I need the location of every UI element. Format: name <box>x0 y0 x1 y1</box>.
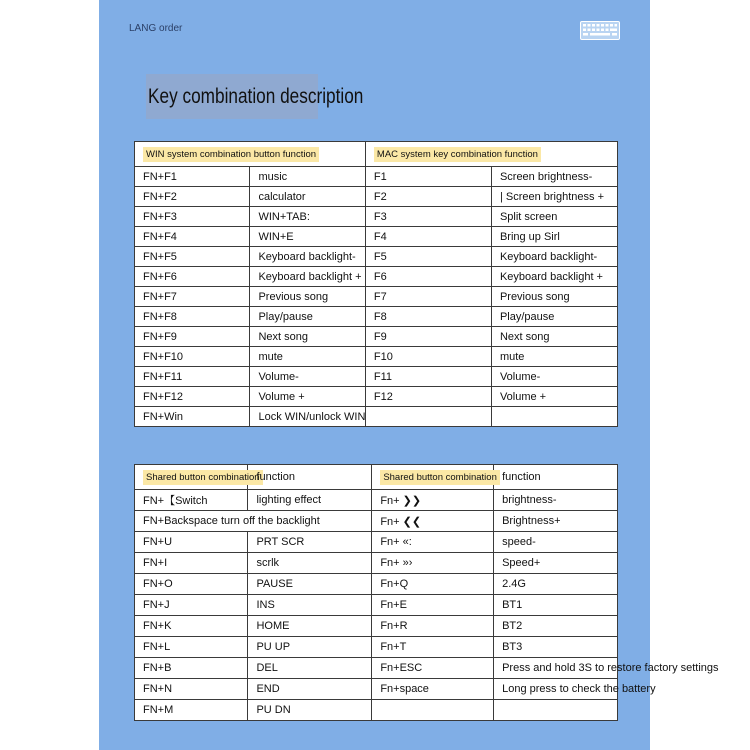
title-banner <box>146 74 364 119</box>
left-key: FN+O <box>135 574 248 595</box>
mac-function: Keyboard backlight- <box>491 247 617 267</box>
table-row <box>135 327 618 347</box>
win-key: FN+F11 <box>135 367 250 387</box>
left-key: FN+U <box>135 532 248 553</box>
table-row <box>135 247 618 267</box>
left-function: DEL <box>248 658 372 679</box>
win-key: FN+Win <box>135 407 250 427</box>
mac-function: Volume + <box>491 387 617 407</box>
win-function: music <box>250 167 365 187</box>
right-key: Fn+E <box>372 595 494 616</box>
mac-function: Split screen <box>491 207 617 227</box>
table-row <box>135 658 618 679</box>
table-row <box>135 227 618 247</box>
right-function: BT2 <box>494 616 618 637</box>
mac-function: Next song <box>491 327 617 347</box>
table-row <box>135 553 618 574</box>
win-function: Volume + <box>250 387 365 407</box>
table-row <box>135 616 618 637</box>
right-function: 2.4G <box>494 574 618 595</box>
right-function: Speed+ <box>494 553 618 574</box>
win-function: Keyboard backlight- <box>250 247 365 267</box>
table-row <box>135 167 618 187</box>
mac-header-cell <box>365 142 617 167</box>
mac-key: F6 <box>365 267 491 287</box>
mac-key: F3 <box>365 207 491 227</box>
left-key: FN+I <box>135 553 248 574</box>
win-key: FN+F8 <box>135 307 250 327</box>
right-function: Long press to check the battery <box>494 679 618 700</box>
win-key: FN+F10 <box>135 347 250 367</box>
right-key: Fn+ »› <box>372 553 494 574</box>
function-header-left: function <box>248 465 372 490</box>
left-key: FN+L <box>135 637 248 658</box>
mac-function: Screen brightness- <box>491 167 617 187</box>
table-row <box>135 367 618 387</box>
right-key <box>372 700 494 721</box>
win-key: FN+F3 <box>135 207 250 227</box>
win-key: FN+F12 <box>135 387 250 407</box>
mac-function: Bring up Sirl <box>491 227 617 247</box>
table-row <box>135 387 618 407</box>
table-row <box>135 407 618 427</box>
left-function: scrlk <box>248 553 372 574</box>
left-key: FN+N <box>135 679 248 700</box>
mac-function: mute <box>491 347 617 367</box>
shared-header-cell <box>135 465 260 490</box>
left-function: HOME <box>248 616 372 637</box>
win-function: Lock WIN/unlock WIN <box>250 407 365 427</box>
left-function: PU UP <box>248 637 372 658</box>
mac-key: F8 <box>365 307 491 327</box>
keyboard-icon <box>580 21 620 40</box>
mac-key: F12 <box>365 387 491 407</box>
left-function: lighting effect <box>248 490 372 511</box>
mac-function: | Screen brightness + <box>491 187 617 207</box>
right-key: Fn+ «: <box>372 532 494 553</box>
mac-key: F10 <box>365 347 491 367</box>
win-function: Volume- <box>250 367 365 387</box>
left-function: END <box>248 679 372 700</box>
page-title: Key combination description <box>148 85 364 108</box>
left-function: PRT SCR <box>248 532 372 553</box>
table-row <box>135 574 618 595</box>
right-key: Fn+space <box>372 679 494 700</box>
right-function: speed- <box>494 532 618 553</box>
mac-key <box>365 407 491 427</box>
left-key: FN+K <box>135 616 248 637</box>
win-function: WIN+E <box>250 227 365 247</box>
shared-header-right: Shared button combination <box>380 470 500 485</box>
table-row <box>135 307 618 327</box>
shared-combination-table <box>134 464 719 721</box>
mac-key: F9 <box>365 327 491 347</box>
win-header: WIN system combination button function <box>143 147 319 162</box>
left-key: FN+J <box>135 595 248 616</box>
table-row <box>135 511 618 532</box>
win-function: Keyboard backlight + <box>250 267 365 287</box>
mac-function: Play/pause <box>491 307 617 327</box>
table-row <box>135 532 618 553</box>
win-key: FN+F2 <box>135 187 250 207</box>
win-header-cell <box>135 142 366 167</box>
table-row <box>135 267 618 287</box>
table-row <box>135 700 618 721</box>
left-function: PU DN <box>248 700 372 721</box>
win-key: FN+F5 <box>135 247 250 267</box>
brand-label: LANG order <box>129 23 183 34</box>
right-key: Fn+T <box>372 637 494 658</box>
left-key: FN+M <box>135 700 248 721</box>
left-function: PAUSE <box>248 574 372 595</box>
mac-key: F11 <box>365 367 491 387</box>
right-function: BT3 <box>494 637 618 658</box>
table-row <box>135 287 618 307</box>
win-key: FN+F7 <box>135 287 250 307</box>
win-function: calculator <box>250 187 365 207</box>
mac-key: F2 <box>365 187 491 207</box>
right-key: Fn+ ❮❮ <box>372 511 494 532</box>
right-key: Fn+ ❯❯ <box>372 490 494 511</box>
win-function: WIN+TAB: <box>250 207 365 227</box>
win-function: Play/pause <box>250 307 365 327</box>
win-function: mute <box>250 347 365 367</box>
table-row <box>135 679 618 700</box>
mac-key: F1 <box>365 167 491 187</box>
win-key: FN+F4 <box>135 227 250 247</box>
mac-function: Keyboard backlight + <box>491 267 617 287</box>
left-span: FN+Backspace turn off the backlight <box>135 511 372 532</box>
table-row <box>135 490 618 511</box>
mac-header: MAC system key combination function <box>374 147 541 162</box>
win-key: FN+F1 <box>135 167 250 187</box>
right-function: Brightness+ <box>494 511 618 532</box>
right-key: Fn+Q <box>372 574 494 595</box>
shared-header-cell <box>372 465 497 490</box>
mac-key: F5 <box>365 247 491 267</box>
right-function <box>494 700 618 721</box>
win-function: Next song <box>250 327 365 347</box>
win-key: FN+F9 <box>135 327 250 347</box>
table-row <box>135 637 618 658</box>
function-key-table <box>134 141 618 427</box>
left-key: FN+B <box>135 658 248 679</box>
table-row <box>135 595 618 616</box>
shared-header-left: Shared button combination <box>143 470 263 485</box>
table-header-row <box>135 142 618 167</box>
mac-function: Previous song <box>491 287 617 307</box>
table-row <box>135 207 618 227</box>
right-function: brightness- <box>494 490 618 511</box>
win-function: Previous song <box>250 287 365 307</box>
mac-function <box>491 407 617 427</box>
left-function: INS <box>248 595 372 616</box>
manual-page <box>99 0 719 750</box>
right-function: BT1 <box>494 595 618 616</box>
function-header-right: function <box>494 465 618 490</box>
table-row <box>135 347 618 367</box>
right-key: Fn+R <box>372 616 494 637</box>
table-row <box>135 187 618 207</box>
mac-key: F4 <box>365 227 491 247</box>
table-header-row <box>135 465 618 490</box>
left-key: FN+【Switch <box>135 490 248 511</box>
right-key: Fn+ESC <box>372 658 494 679</box>
mac-function: Volume- <box>491 367 617 387</box>
win-key: FN+F6 <box>135 267 250 287</box>
right-function: Press and hold 3S to restore factory settings <box>494 658 618 679</box>
mac-key: F7 <box>365 287 491 307</box>
